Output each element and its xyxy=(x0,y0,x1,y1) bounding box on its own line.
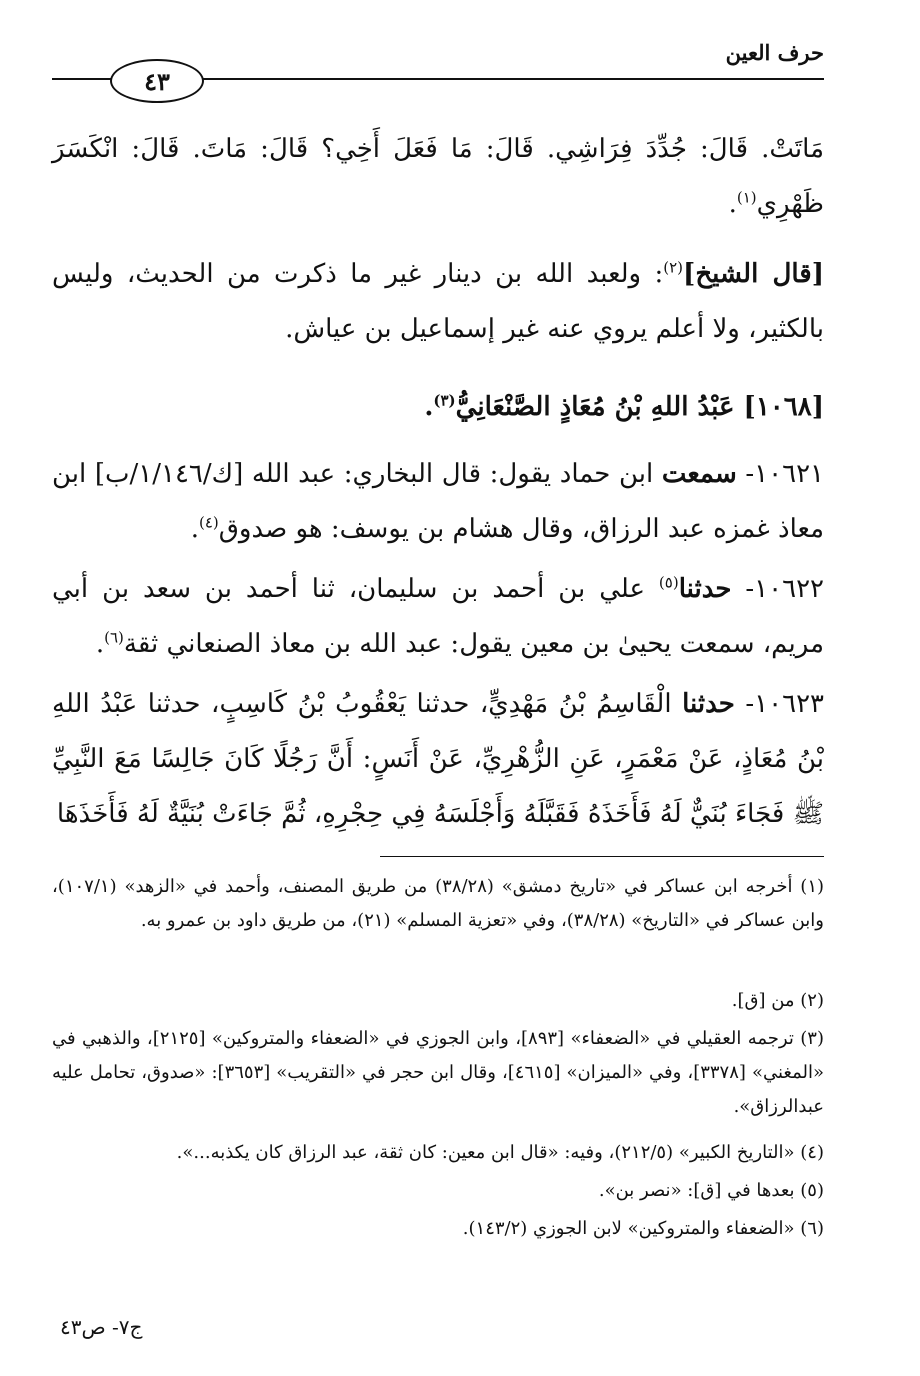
page-number-badge xyxy=(110,59,204,103)
footnote-ref-6: (٦) xyxy=(104,628,124,647)
footnote-4: (٤) «التاريخ الكبير» (٢١٢/٥)، وفيه: «قال ابن معين: كان ثقة، عبد الرزاق كان يكذبه...». xyxy=(176,1142,824,1163)
sheikh-lead: [قال الشيخ] xyxy=(683,259,824,289)
hadith-10623-lead: حدثنا xyxy=(682,689,735,719)
paragraph-1 xyxy=(52,122,824,232)
hadith-10622-end: . xyxy=(95,629,105,659)
hadith-10621 xyxy=(52,447,824,557)
hadith-10621-number: ١٠٦٢١- xyxy=(736,459,824,489)
footnote-6: (٦) «الضعفاء والمتروكين» لابن الجوزي (١٤٣/٢). xyxy=(462,1218,824,1239)
paragraph-1-end: . xyxy=(728,189,737,219)
footnote-ref-5: (٥) xyxy=(658,573,679,592)
footnote-ref-3: (٣) xyxy=(433,391,456,410)
hadith-10622 xyxy=(52,562,824,672)
footnote-3: (٣) ترجمه العقيلي في «الضعفاء» [٨٩٣]، وابن الجوزي في «الضعفاء والمتروكين» [٢١٢٥]، والذهبي في «المغني» [٣٣٧٨]، وفي «الميزان» [٤٦١٥]، وقال ابن حجر في «التقريب» [٣٦٥٣]: «صدوق، تحامل عليه عبدالرزاق». xyxy=(52,1028,824,1117)
footnote-1: (١) أخرجه ابن عساكر في «تاريخ دمشق» (٣٨/٢٨) من طريق المصنف، وأحمد في «الزهد» (١٠٧/١)، وابن عساكر في «التاريخ» (٣٨/٢٨)، وفي «تعزية المسلم» (٢١)، من طريق داود بن عمرو به. xyxy=(52,876,825,931)
entry-heading xyxy=(52,380,824,435)
volume-page-reference: ج٧- ص٤٣ xyxy=(60,1315,143,1339)
footnote-ref-2: (٢) xyxy=(663,258,684,277)
paragraph-2-text: : ولعبد الله بن دينار غير ما ذكرت من الحديث، وليس بالكثير، ولا أعلم يروي عنه غير إسماعيل بن عياش. xyxy=(52,259,824,344)
page-number: ٤٣ xyxy=(144,66,170,96)
hadith-10621-text: ابن حماد يقول: قال البخاري: عبد الله [ك/١/١٤٦/ب] ابن معاذ غمزه عبد الرزاق، وقال هشام بن يوسف: هو صدوق xyxy=(52,459,824,544)
footnote-ref-4: (٤) xyxy=(198,513,219,532)
hadith-10623-number: ١٠٦٢٣- xyxy=(734,689,824,719)
hadith-10621-lead: سمعت xyxy=(661,459,737,489)
hadith-10621-end: . xyxy=(190,514,199,544)
footnote-5: (٥) بعدها في [ق]: «نصر بن». xyxy=(598,1180,824,1201)
entry-heading-text: [١٠٦٨] عَبْدُ اللهِ بْنُ مُعَاذٍ الصَّنْعَانِيُّ xyxy=(455,392,824,422)
hadith-10623-text: الْقَاسِمُ بْنُ مَهْدِيٍّ، حدثنا يَعْقُوبُ بْنُ كَاسِبٍ، حدثنا عَبْدُ اللهِ بْنُ مُعَاذٍ، عَنْ مَعْمَرٍ، عَنِ الزُّهْرِيِّ، عَنْ أَنَسٍ: أَنَّ رَجُلًا كَانَ جَالِسًا مَعَ النَّبِيِّ ﷺ فَجَاءَ بُنَيٌّ لَهُ فَأَخَذَهُ فَقَبَّلَهُ وَأَجْلَسَهُ فِي حِجْرِهِ، ثُمَّ جَاءَتْ بُنَيَّةٌ لَهُ فَأَخَذَهَا xyxy=(52,689,824,829)
hadith-10622-number: ١٠٦٢٢- xyxy=(731,574,824,604)
footnote-2: (٢) من [ق]. xyxy=(731,990,824,1011)
hadith-10623 xyxy=(52,677,824,842)
hadith-10622-text: علي بن أحمد بن سليمان، ثنا أحمد بن سعد بن أبي مريم، سمعت يحيىٰ بن معين يقول: عبد الله بن معاذ الصنعاني ثقة xyxy=(52,574,824,659)
entry-heading-end: . xyxy=(424,392,434,422)
paragraph-1-text: مَاتَتْ. قَالَ: جُدِّدَ فِرَاشِي. قَالَ: مَا فَعَلَ أَخِي؟ قَالَ: مَاتَ. قَالَ: انْكَسَرَ ظَهْرِي xyxy=(52,134,824,219)
hadith-10622-lead: حدثنا xyxy=(678,574,732,604)
footnote-separator xyxy=(380,856,824,857)
running-header-title: حرف العين xyxy=(725,40,824,65)
footnote-ref-1: (١) xyxy=(736,188,757,207)
paragraph-2 xyxy=(52,247,824,357)
